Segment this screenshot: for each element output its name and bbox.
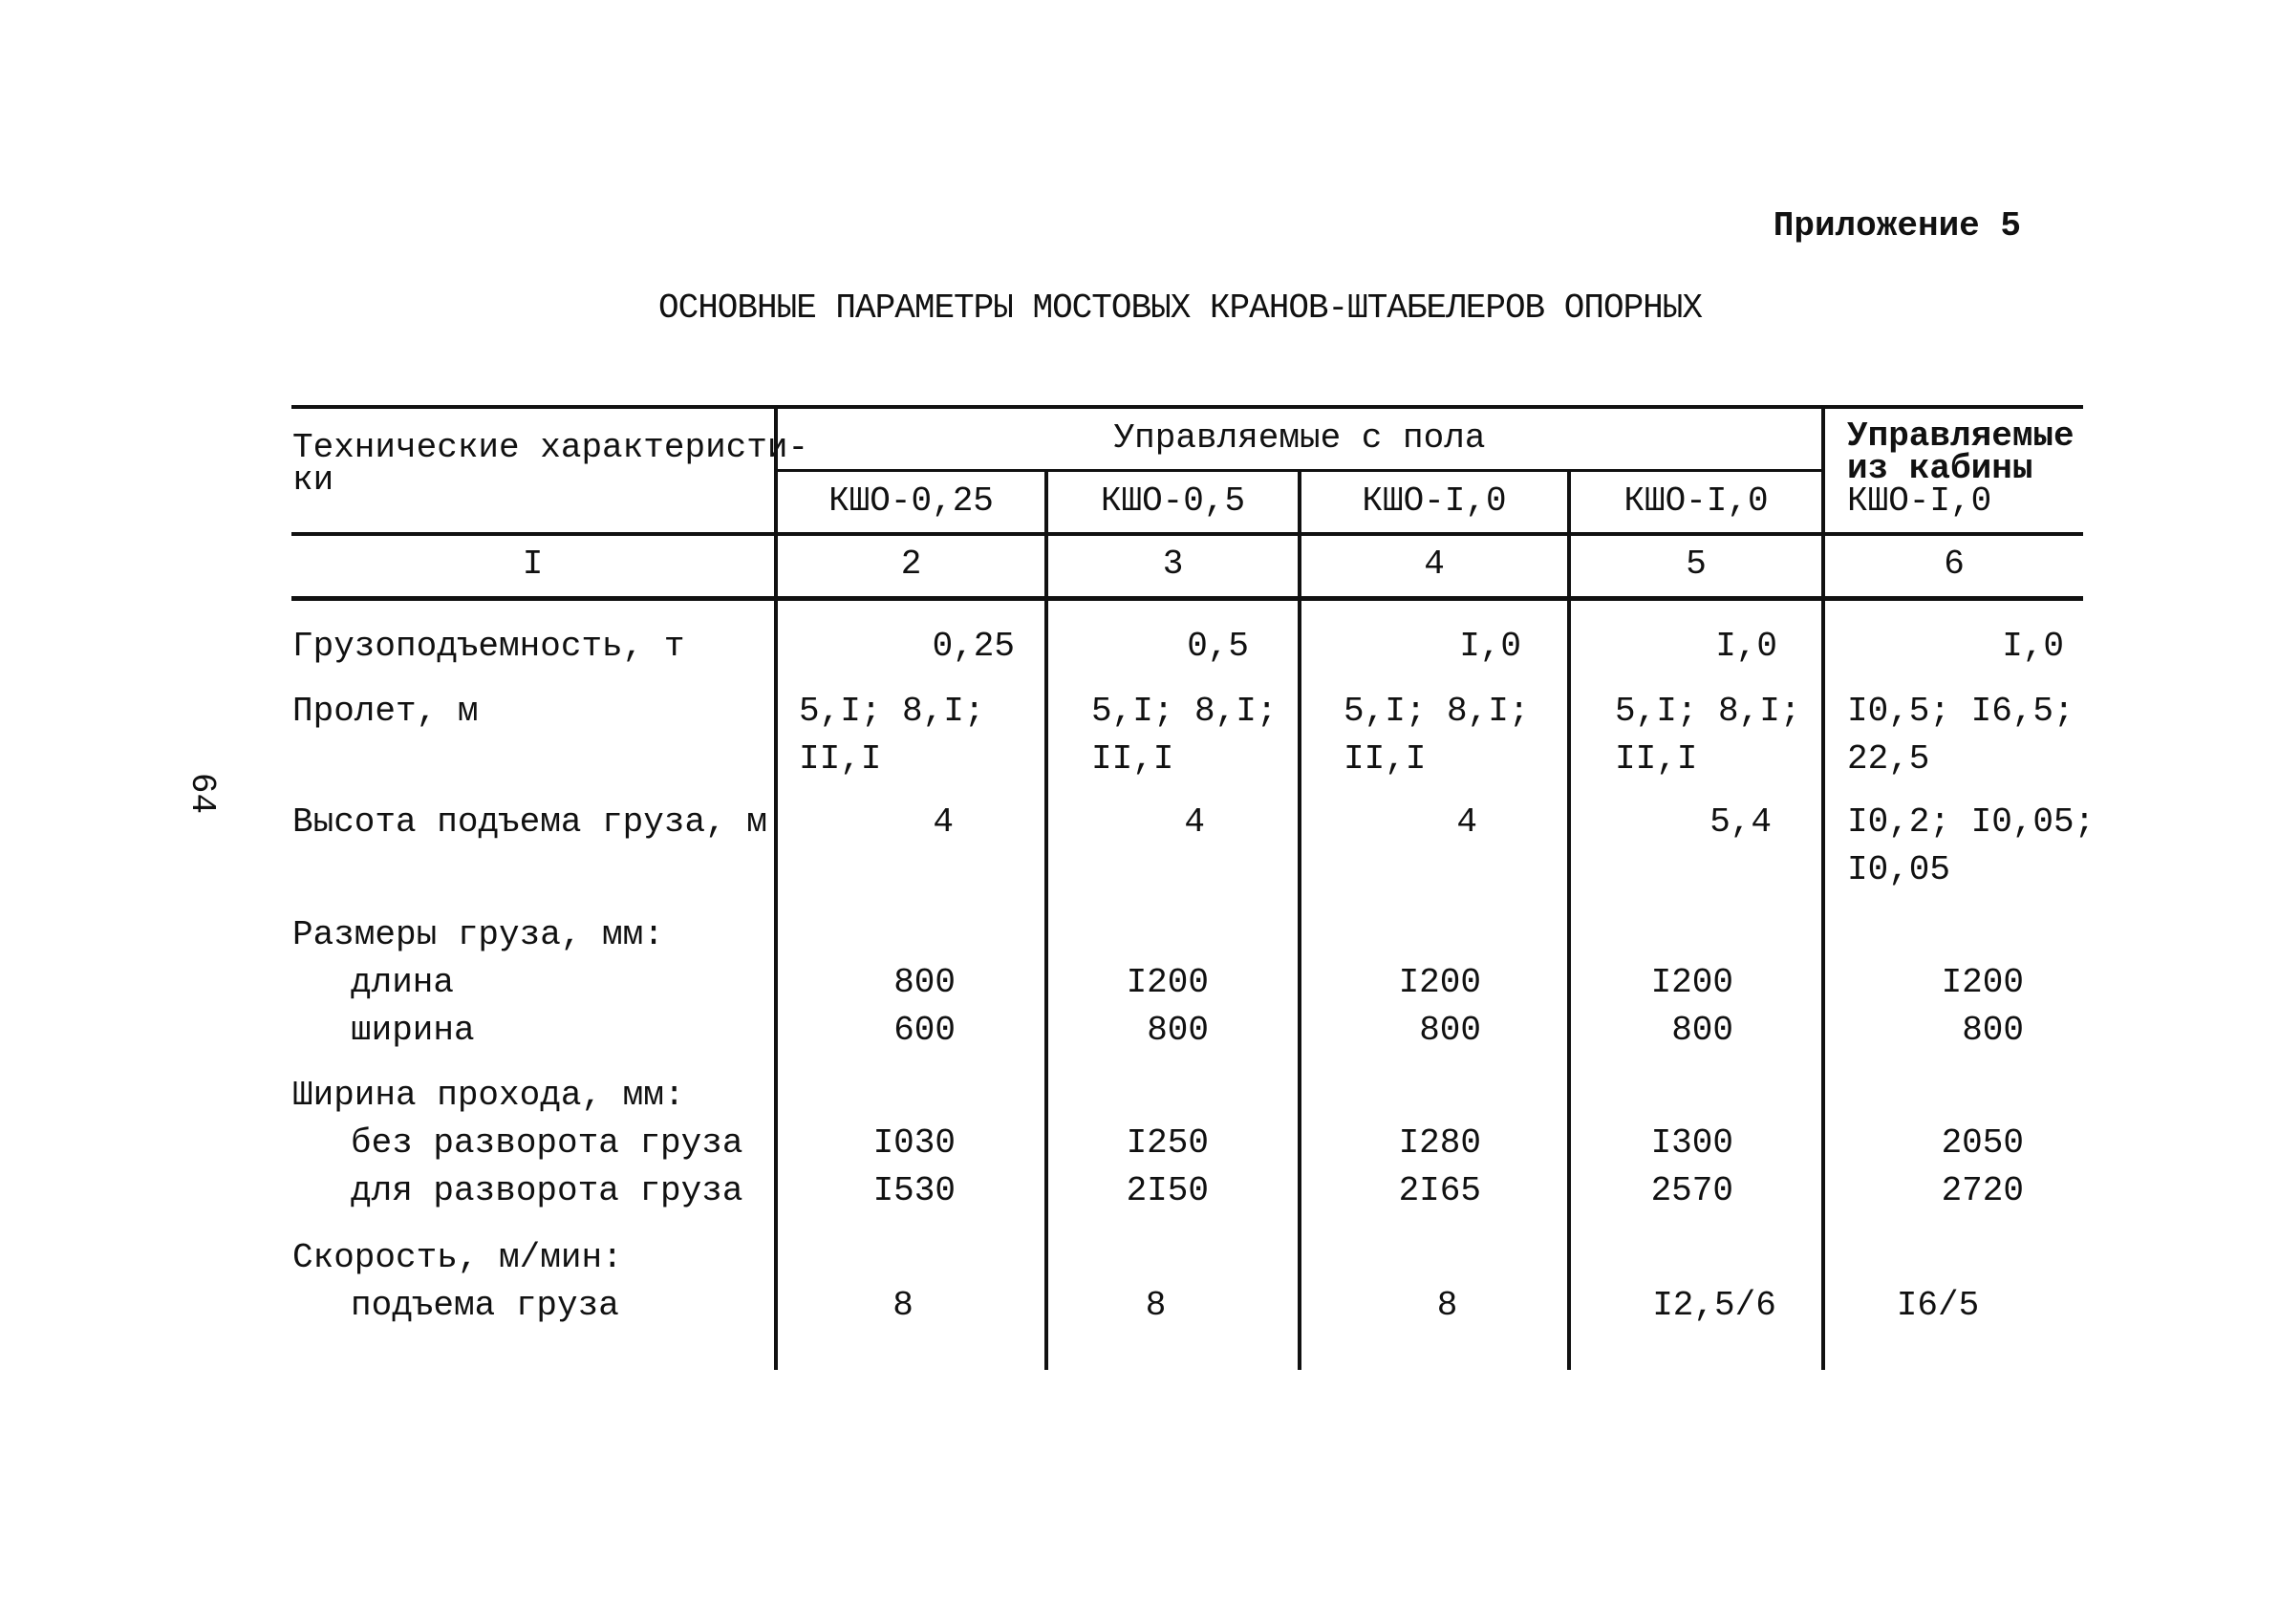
appendix-label: Приложение 5	[1773, 206, 2021, 246]
row-load-length-value: I200	[1126, 963, 1209, 1002]
header-model-5: КШО-I,0	[1847, 481, 1992, 521]
row-aisle-turn-value: 2I65	[1398, 1171, 1481, 1210]
row-aisle-label: Ширина прохода, мм:	[292, 1076, 685, 1115]
row-span-value: 5,I; 8,I; II,I	[1344, 692, 1530, 779]
row-lift-height-value: 4	[1456, 802, 1477, 842]
col-divider-4	[1567, 469, 1571, 1370]
row-lift-height-label: Высота подъема груза, м	[292, 802, 767, 842]
row-span-value: I0,5; I6,5; 22,5	[1847, 692, 2075, 779]
row-load-length-value: I200	[1398, 963, 1481, 1002]
col-number-1: I	[522, 545, 544, 584]
row-load-length-value: I200	[1941, 963, 2024, 1002]
row-capacity-value: I,0	[2002, 627, 2064, 666]
row-load-width-label: ширина	[351, 1011, 475, 1050]
row-aisle-turn-value: 2720	[1941, 1171, 2024, 1210]
row-load-width-value: 800	[1962, 1011, 2024, 1050]
row-speed-lift-value: I2,5/6	[1652, 1286, 1776, 1325]
row-aisle-no-turn-value: I030	[872, 1123, 956, 1163]
row-span-value: 5,I; 8,I; II,I	[799, 692, 985, 779]
row-lift-height-value: 4	[1184, 802, 1205, 842]
row-load-width-value: 800	[1147, 1011, 1209, 1050]
row-aisle-turn-value: I530	[872, 1171, 956, 1210]
row-aisle-no-turn-value: I250	[1126, 1123, 1209, 1163]
row-span-value: 5,I; 8,I; II,I	[1091, 692, 1278, 779]
col-number-5: 5	[1686, 545, 1707, 584]
row-load-length-value: 800	[893, 963, 956, 1002]
row-capacity-label: Грузоподъемность, т	[292, 627, 685, 666]
row-speed-lift-value: 8	[1145, 1286, 1167, 1325]
row-capacity-value: 0,25	[932, 627, 1015, 666]
row-capacity-value: I,0	[1459, 627, 1521, 666]
row-aisle-no-turn-value: I280	[1398, 1123, 1481, 1163]
row-aisle-turn-value: 2570	[1650, 1171, 1733, 1210]
header-model-3: КШО-I,0	[1362, 481, 1507, 521]
header-group-floor: Управляемые с пола	[1113, 418, 1486, 458]
row-lift-height-value: 5,4	[1709, 802, 1772, 842]
header-bottom-rule	[291, 532, 2083, 536]
row-load-size-label: Размеры груза, мм:	[292, 915, 664, 954]
row-lift-height-value: 4	[933, 802, 954, 842]
row-speed-lift-value: 8	[1436, 1286, 1458, 1325]
col-number-2: 2	[900, 545, 922, 584]
col-divider-3	[1298, 469, 1301, 1370]
row-speed-lift-label: подъема груза	[351, 1286, 619, 1325]
header-characteristics: Технические характеристи- ки	[292, 428, 809, 500]
row-speed-lift-value: 8	[892, 1286, 914, 1325]
row-speed-lift-value: I6/5	[1896, 1286, 1980, 1325]
row-lift-height-value: I0,2; I0,05; I0,05	[1847, 802, 2096, 889]
row-speed-label: Скорость, м/мин:	[292, 1238, 623, 1277]
table-top-rule	[291, 405, 2083, 409]
header-model-2: КШО-0,5	[1100, 481, 1246, 521]
row-aisle-turn-value: 2I50	[1126, 1171, 1209, 1210]
row-load-length-value: I200	[1650, 963, 1733, 1002]
row-aisle-turn-label: для разворота груза	[351, 1171, 743, 1210]
page-number: 64	[183, 772, 223, 815]
row-aisle-no-turn-label: без разворота груза	[351, 1123, 743, 1163]
row-load-width-value: 800	[1419, 1011, 1481, 1050]
page-title: ОСНОВНЫЕ ПАРАМЕТРЫ МОСТОВЫХ КРАНОВ-ШТАБЕЛЕРОВ ОПОРНЫХ	[658, 288, 1702, 328]
row-aisle-no-turn-value: I300	[1650, 1123, 1733, 1163]
col-number-6: 6	[1944, 545, 1965, 584]
row-span-label: Пролет, м	[292, 692, 479, 731]
row-aisle-no-turn-value: 2050	[1941, 1123, 2024, 1163]
number-row-rule	[291, 596, 2083, 601]
header-model-1: КШО-0,25	[828, 481, 994, 521]
row-load-width-value: 600	[893, 1011, 956, 1050]
row-load-length-label: длина	[351, 963, 455, 1002]
header-group-cabin: Управляемые из кабины	[1847, 417, 2075, 488]
col-number-4: 4	[1424, 545, 1445, 584]
col-divider-2	[1044, 469, 1048, 1370]
header-model-4: КШО-I,0	[1623, 481, 1769, 521]
row-span-value: 5,I; 8,I; II,I	[1615, 692, 1801, 779]
row-capacity-value: 0,5	[1187, 627, 1249, 666]
row-capacity-value: I,0	[1715, 627, 1777, 666]
row-load-width-value: 800	[1671, 1011, 1733, 1050]
col-number-3: 3	[1162, 545, 1184, 584]
